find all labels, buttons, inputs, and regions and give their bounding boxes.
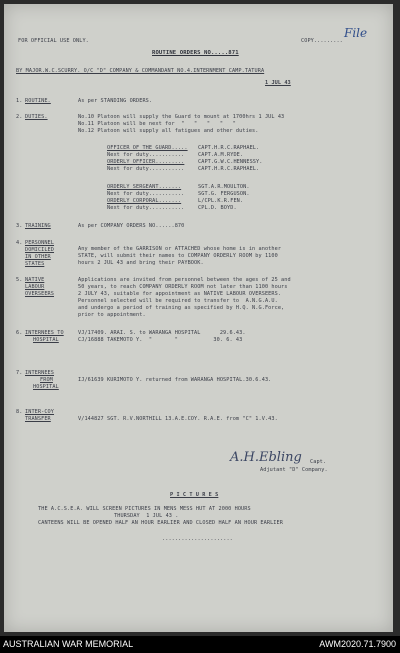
section-6-title: INTERNEES TO <box>25 330 64 336</box>
duty-name: CAPT.H.R.C.RAPHAEL. <box>198 166 260 172</box>
duty-name: CPL.D. BOYD. <box>198 205 237 211</box>
section-7-title: HOSPITAL <box>33 384 59 390</box>
handwritten-copy-number: File <box>344 26 368 40</box>
section-6-title: HOSPITAL <box>33 337 59 343</box>
duty-role: Next for duty........... <box>107 191 185 197</box>
duty-role: Next for duty........... <box>107 166 185 172</box>
section-2-line: No.11 Platoon will be next for " " " " " <box>78 121 236 127</box>
duty-role: Next for duty........... <box>107 205 185 211</box>
section-7-line: IJ/61639 KURIMOTO Y. returned from WARANGA HOSPITAL.30.6.43. <box>78 377 272 383</box>
duty-name: CAPT.G.W.C.HENNESSY. <box>198 159 263 165</box>
pictures-heading: P I C T U R E S <box>170 492 219 498</box>
section-4-title: DOMICILED <box>25 247 55 253</box>
section-4-number: 4. <box>16 240 23 246</box>
byline: BY MAJOR.W.C.SCURRY. O/C "D" COMPANY & COMMANDANT NO.4.INTERNMENT CAMP.TATURA <box>16 68 265 74</box>
section-7-number: 7. <box>16 370 23 376</box>
document-title: ROUTINE ORDERS NO.....871 <box>152 50 239 56</box>
section-4-title: STATES <box>25 261 45 267</box>
section-5-title: LABOUR <box>25 284 45 290</box>
dotted-rule: ...................... <box>162 536 233 542</box>
duty-name: SGT.G. FERGUSON. <box>198 191 250 197</box>
document-date: 1 JUL 43 <box>265 80 291 86</box>
section-8-number: 8. <box>16 409 23 415</box>
handwritten-signature: A.H.Ebling <box>230 450 302 465</box>
section-6-line: CJ/16888 TAKEMOTO Y. " " 30. 6. 43 <box>78 337 243 343</box>
section-1-number: 1. <box>16 98 23 104</box>
section-5-line: 2 JULY 43, suitable for appointment as NATIVE LABOUR OVERSEERS. <box>78 291 282 297</box>
section-6-line: VJ/17409. ARAI. S. to WARANGA HOSPITAL 29.6.43. <box>78 330 246 336</box>
document-page <box>4 4 393 632</box>
footer-credit: AUSTRALIAN WAR MEMORIAL <box>3 639 134 649</box>
section-3-title: TRAINING <box>25 223 51 229</box>
official-use-label: FOR OFFICIAL USE ONLY. <box>18 38 89 44</box>
signature-title: Adjutant "D" Company. <box>260 467 328 473</box>
section-2-title: DUTIES. <box>25 114 48 120</box>
section-2-line: No.10 Platoon will supply the Guard to mount at 1700hrs 1 JUL 43 <box>78 114 285 120</box>
duty-role: OFFICER OF THE GUARD..... <box>107 145 188 151</box>
section-5-line: 50 years, to reach COMPANY ORDERLY ROOM not later than 1100 hours <box>78 284 288 290</box>
section-5-title: OVERSEERS <box>25 291 55 297</box>
copy-label: COPY......... <box>301 38 343 44</box>
duty-role: ORDERLY SERGEANT....... <box>107 184 182 190</box>
section-4-line: Any member of the GARRISON or ATTACHED whose home is in another <box>78 246 282 252</box>
section-5-number: 5. <box>16 277 23 283</box>
section-8-title: TRANSFER <box>25 416 51 422</box>
section-5-line: Personnel selected will be required to transfer to A.N.G.A.U. <box>78 298 278 304</box>
section-5-line: prior to appointment. <box>78 312 146 318</box>
section-2-line: No.12 Platoon will supply all fatigues and other duties. <box>78 128 259 134</box>
signature-rank: Capt. <box>310 459 327 465</box>
section-1-text: As per STANDING ORDERS. <box>78 98 153 104</box>
duty-name: CAPT.A.M.RYDE. <box>198 152 244 158</box>
section-1-title: ROUTINE. <box>25 98 51 104</box>
section-5-line: and undergo a period of training as specified by H.Q. N.G.Force, <box>78 305 285 311</box>
section-8-line: V/144827 SGT. R.V.NORTHILL 13.A.E.COY. R.A.E. from "C" 1.V.43. <box>78 416 278 422</box>
section-3-text: As per COMPANY ORDERS NO......870 <box>78 223 185 229</box>
pictures-line: THE A.C.S.E.A. WILL SCREEN PICTURES IN MENS MESS HUT AT 2000 HOURS <box>38 506 251 512</box>
duty-name: CAPT.H.R.C.RAPHAEL. <box>198 145 260 151</box>
duty-role: Next for duty........... <box>107 152 185 158</box>
pictures-line: CANTEENS WILL BE OPENED HALF AN HOUR EARLIER AND CLOSED HALF AN HOUR EARLIER <box>38 520 283 526</box>
duty-name: SGT.A.R.MOULTON. <box>198 184 250 190</box>
duty-role: ORDERLY OFFICER......... <box>107 159 185 165</box>
section-5-title: NATIVE <box>25 277 45 283</box>
section-4-line: STATE, will submit their names to COMPANY ORDERLY ROOM by 1100 <box>78 253 278 259</box>
section-4-title: PERSONNEL <box>25 240 55 246</box>
section-7-title: FROM <box>40 377 53 383</box>
section-8-title: INTER-COY <box>25 409 55 415</box>
section-3-number: 3. <box>16 223 23 229</box>
footer-bar <box>0 636 400 653</box>
duty-name: L/CPL.K.R.FEN. <box>198 198 244 204</box>
pictures-line: THURSDAY 1 JUL 43 . <box>114 513 179 519</box>
footer-accession-number: AWM2020.71.7900 <box>319 639 396 649</box>
section-2-number: 2. <box>16 114 23 120</box>
section-4-title: IN OTHER <box>25 254 51 260</box>
section-6-number: 6. <box>16 330 23 336</box>
duty-role: ORDERLY CORPORAL....... <box>107 198 182 204</box>
section-4-line: hours 2 JUL 43 and bring their PAYBOOK. <box>78 260 204 266</box>
section-5-line: Applications are invited from personnel between the ages of 25 and <box>78 277 291 283</box>
section-7-title: INTERNEES <box>25 370 55 376</box>
